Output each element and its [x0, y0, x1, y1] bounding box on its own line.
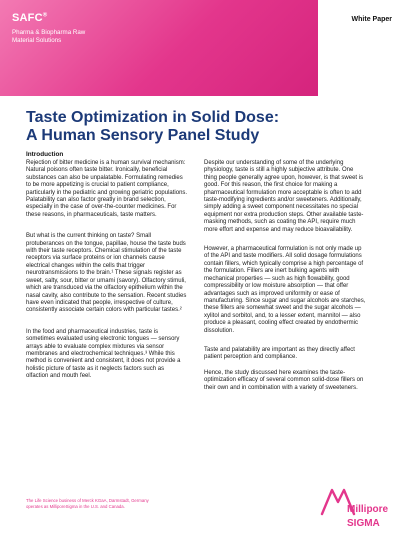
footer-line-2: operates as MilliporeSigma in the U.S. and Canada.: [26, 503, 125, 509]
paragraph: Despite our understanding of some of the underlying physiology, taste is still a highly subjective attribute. One thing people generally agree upon, however, is that sweet is good. For this reason, the first choice for making a pharmaceutical formulation more acceptable is often to add taste-modifying ingredients and/or sweeteners. Additionally, simply adding a sweet component necessitates no special equipment nor extra production steps. Other available taste-masking methods, such as coating the API, require much more effort and expense and may reduce bioavailability.: [204, 160, 364, 233]
logo-word-2: SIGMA: [347, 518, 380, 529]
paragraph: But what is the current thinking on taste? Small protuberances on the tongue, papillae, house the taste buds with their taste receptors. Chemical stimulation of the taste receptors via surface proteins or ion channels cause electrical changes within the cells that trigger neurotransmissions to the brain.¹ These signals register as sweet, salty, sour, bitter or umami (savory). Olfactory stimuli, which are transduced via the olfactory epithelium within the nasal cavity, also contribute to the sensation. Recent studies have even indicated that people, irrespective of culture, consistently associate certain colors with particular tastes.²: [26, 233, 187, 314]
document-type-label: White Paper: [351, 16, 392, 23]
logo-word-1: Millipore: [347, 504, 389, 515]
subtitle-line-1: Pharma & Biopharma Raw: [12, 29, 86, 36]
header-banner: [0, 0, 318, 96]
paragraph: Hence, the study discussed here examines the taste-optimization efficacy of several common solid-dose fillers on their own and in combination with a variety of sweeteners.: [204, 369, 364, 391]
millipore-sigma-logo: [320, 488, 402, 532]
paragraph: In the food and pharmaceutical industries, taste is sometimes evaluated using electronic tongues — sensory arrays able to evaluate complex mixtures via sensor membranes and electrochemical techniques.³ While this method is convenient and consistent, it does not provide a holistic picture of taste as it neglects factors such as olfaction and mouth feel.: [26, 328, 181, 380]
right-column: [204, 160, 366, 400]
left-column: [26, 160, 188, 389]
section-heading: Introduction: [26, 151, 64, 158]
paragraph: Taste and palatability are important as they directly affect patient perception and compliance.: [204, 346, 355, 361]
brand-name: SAFC®: [12, 12, 48, 24]
paragraph: However, a pharmaceutical formulation is not only made up of the API and taste modifiers. All solid dosage formulations contain fillers, which typically comprise a high percentage of the formulation. Fillers are inert bulking agents with mechanical properties — such as high flowability, good compressibility or low moisture absorption — that offer advantages such as improved uniformity or ease of manufacturing. Since sugar and sugar alcohols are starches, these fillers are somewhat sweet and the sugar alcohols — xylitol and sorbitol, and, to a lesser extent, mannitol — also produce a pleasant, cooling effect created by endothermic dissolution.: [204, 246, 366, 334]
title-line-1: Taste Optimization in Solid Dose:: [26, 109, 280, 126]
footer-note: [26, 498, 191, 509]
subtitle-line-2: Material Solutions: [12, 37, 62, 44]
paragraph: Rejection of bitter medicine is a human survival mechanism: Natural poisons often taste bitter. Ironically, beneficial substances can also be unpalatable. Formulating remedies to be more appetizing is crucial to patient compliance, particularly in the pediatric and growing geriatric populations. Palatability can also factor greatly in brand selection, especially in the case of over-the-counter medicines. For these reasons, in pharmaceuticals, taste matters.: [26, 160, 188, 218]
footer-line-1: The Life Science business of Merck KGaA, Darmstadt, Germany: [26, 498, 149, 503]
title-line-2: A Human Sensory Panel Study: [26, 127, 260, 144]
